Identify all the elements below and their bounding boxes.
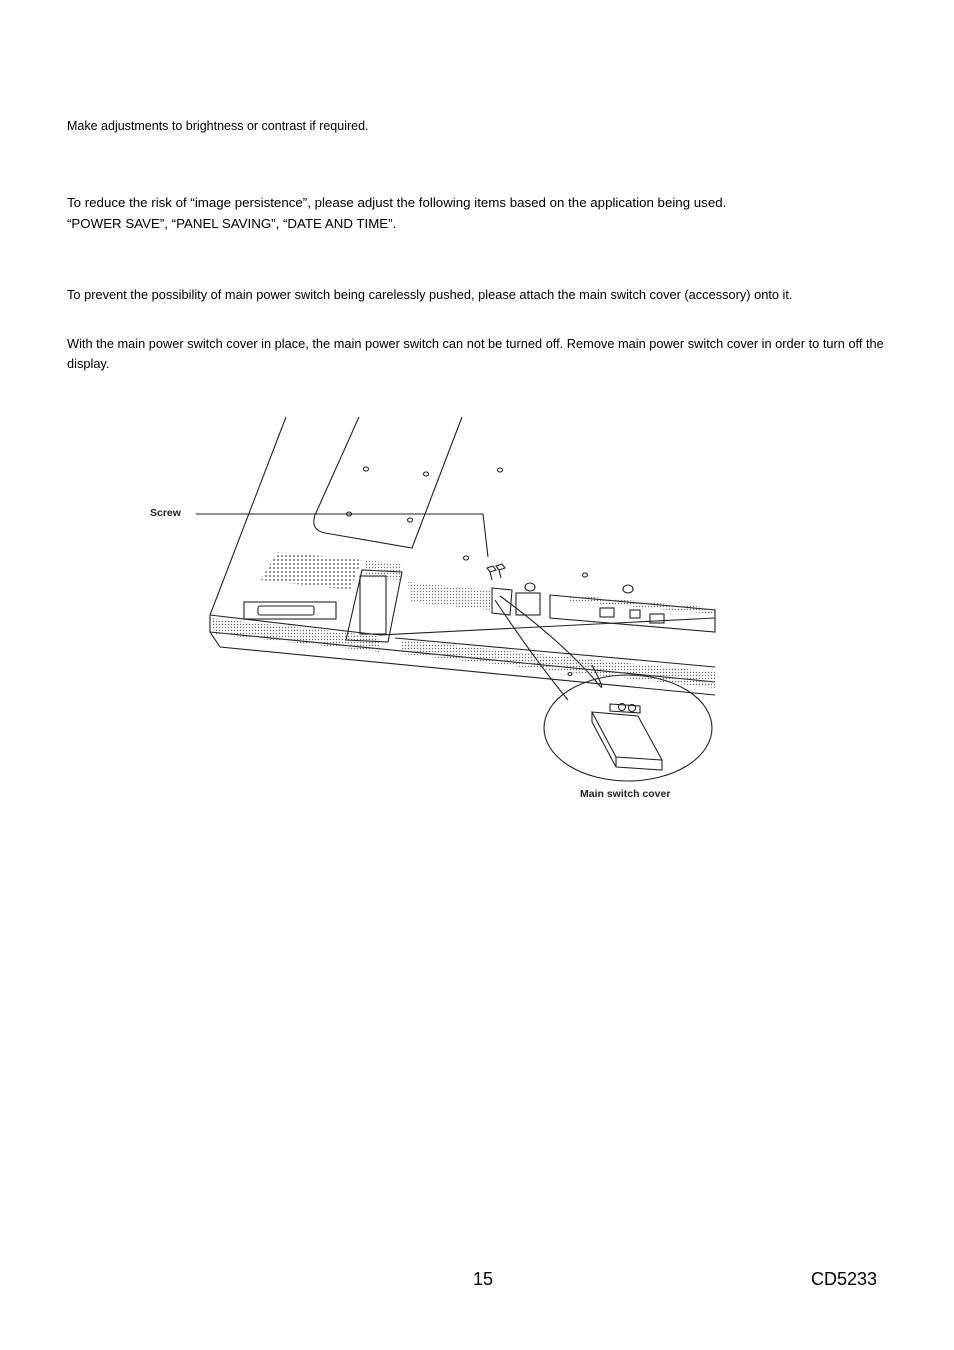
main-switch-cover-label: Main switch cover [580,788,671,800]
image-persistence-note [67,192,726,234]
image-persistence-line-2: “POWER SAVE”, “PANEL SAVING”, “DATE AND TIME”. [67,216,397,231]
brightness-note: Make adjustments to brightness or contrast if required. [67,119,369,133]
model-number: CD5233 [811,1269,878,1289]
screw-label: Screw [150,507,181,519]
image-persistence-line-1: To reduce the risk of “image persistence”, please adjust the following items based on the application being used. [67,195,727,210]
switch-cover-note: With the main power switch cover in place, the main power switch can not be turned off. Remove main power switch cover in order to turn off the display. [67,336,884,371]
switch-cover-diagram [140,410,720,810]
switch-cover-instruction: To prevent the possibility of main power switch being carelessly pushed, please attach the main switch cover (accessory) onto it. [67,287,793,302]
page-number: 15 [473,1269,494,1289]
